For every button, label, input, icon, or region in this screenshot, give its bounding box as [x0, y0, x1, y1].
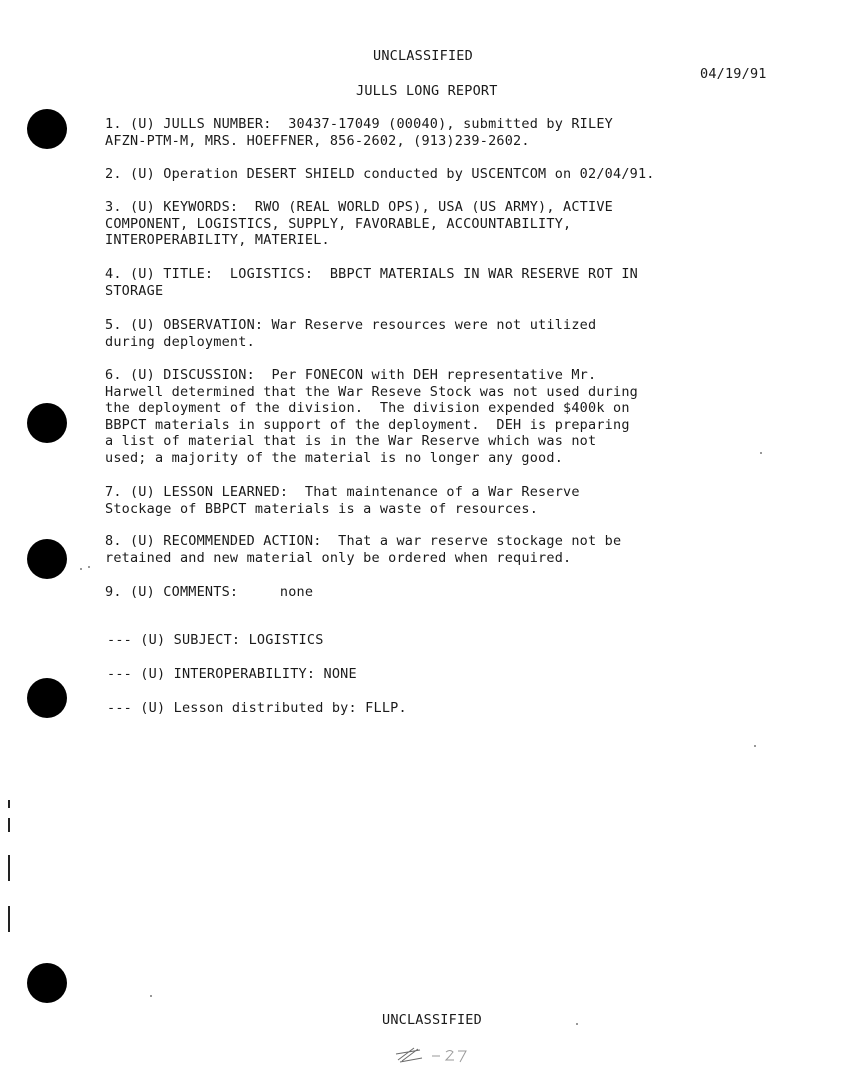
- handwritten-page-mark: [392, 1040, 482, 1068]
- report-title: JULLS LONG REPORT: [356, 83, 498, 99]
- item-9-line-1: 9. (U) COMMENTS: none: [105, 584, 314, 600]
- scan-speck: [760, 452, 762, 454]
- top-classification: UNCLASSIFIED: [373, 48, 473, 64]
- item-4-line-1: 4. (U) TITLE: LOGISTICS: BBPCT MATERIALS IN WAR RESERVE ROT IN: [105, 266, 638, 282]
- item-6-discussion: [105, 367, 785, 467]
- footer-interoperability: --- (U) INTEROPERABILITY: NONE: [107, 666, 357, 682]
- scan-mark-2: [8, 818, 10, 832]
- item-5-line-2: during deployment.: [105, 333, 255, 350]
- report-date: 04/19/91: [700, 66, 767, 82]
- item-2-operation: [105, 166, 785, 183]
- punch-hole-4: [27, 678, 67, 718]
- item-4-line-2: STORAGE: [105, 282, 164, 299]
- item-5-line-1: 5. (U) OBSERVATION: War Reserve resources were not utilized: [105, 317, 597, 333]
- bottom-classification: UNCLASSIFIED: [382, 1012, 482, 1028]
- scan-speck: [754, 745, 756, 747]
- punch-hole-3: [27, 539, 67, 579]
- punch-hole-5: [27, 963, 67, 1003]
- footer-distribution: --- (U) Lesson distributed by: FLLP.: [107, 700, 407, 716]
- item-6-line-4: BBPCT materials in support of the deployment. DEH is preparing: [105, 416, 630, 433]
- footer-subject: --- (U) SUBJECT: LOGISTICS: [107, 632, 324, 648]
- item-2-line-1: 2. (U) Operation DESERT SHIELD conducted by USCENTCOM on 02/04/91.: [105, 166, 655, 182]
- item-3-keywords: [105, 199, 785, 249]
- punch-hole-2: [27, 403, 67, 443]
- scan-mark-3: [8, 855, 10, 881]
- item-9-comments: [105, 584, 785, 601]
- item-1-julls-number: [105, 116, 785, 149]
- item-3-line-1: 3. (U) KEYWORDS: RWO (REAL WORLD OPS), USA (US ARMY), ACTIVE: [105, 199, 613, 215]
- item-4-title: [105, 266, 785, 299]
- scan-mark-4: [8, 906, 10, 932]
- scan-speck: [576, 1023, 578, 1025]
- item-8-recommended-action: [105, 533, 785, 566]
- scan-speck: [88, 566, 90, 568]
- item-6-line-1: 6. (U) DISCUSSION: Per FONECON with DEH representative Mr.: [105, 367, 597, 383]
- item-7-line-2: Stockage of BBPCT materials is a waste of resources.: [105, 500, 539, 517]
- item-6-line-3: the deployment of the division. The division expended $400k on: [105, 400, 630, 417]
- item-6-line-5: a list of material that is in the War Reserve which was not: [105, 433, 597, 450]
- item-6-line-2: Harwell determined that the War Reseve Stock was not used during: [105, 383, 638, 400]
- item-6-line-6: used; a majority of the material is no longer any good.: [105, 449, 564, 466]
- item-3-line-3: INTEROPERABILITY, MATERIEL.: [105, 232, 330, 249]
- item-1-line-1: 1. (U) JULLS NUMBER: 30437-17049 (00040), submitted by RILEY: [105, 116, 613, 132]
- item-7-line-1: 7. (U) LESSON LEARNED: That maintenance of a War Reserve: [105, 484, 580, 500]
- item-5-observation: [105, 317, 785, 350]
- item-3-line-2: COMPONENT, LOGISTICS, SUPPLY, FAVORABLE, ACCOUNTABILITY,: [105, 215, 572, 232]
- punch-hole-1: [27, 109, 67, 149]
- scan-speck: [80, 568, 82, 570]
- item-1-line-2: AFZN-PTM-M, MRS. HOEFFNER, 856-2602, (913)239-2602.: [105, 132, 530, 149]
- scan-mark-1: [8, 800, 10, 808]
- item-7-lesson-learned: [105, 484, 785, 517]
- item-8-line-1: 8. (U) RECOMMENDED ACTION: That a war reserve stockage not be: [105, 533, 622, 549]
- item-8-line-2: retained and new material only be ordered when required.: [105, 549, 572, 566]
- scan-speck: [150, 995, 152, 997]
